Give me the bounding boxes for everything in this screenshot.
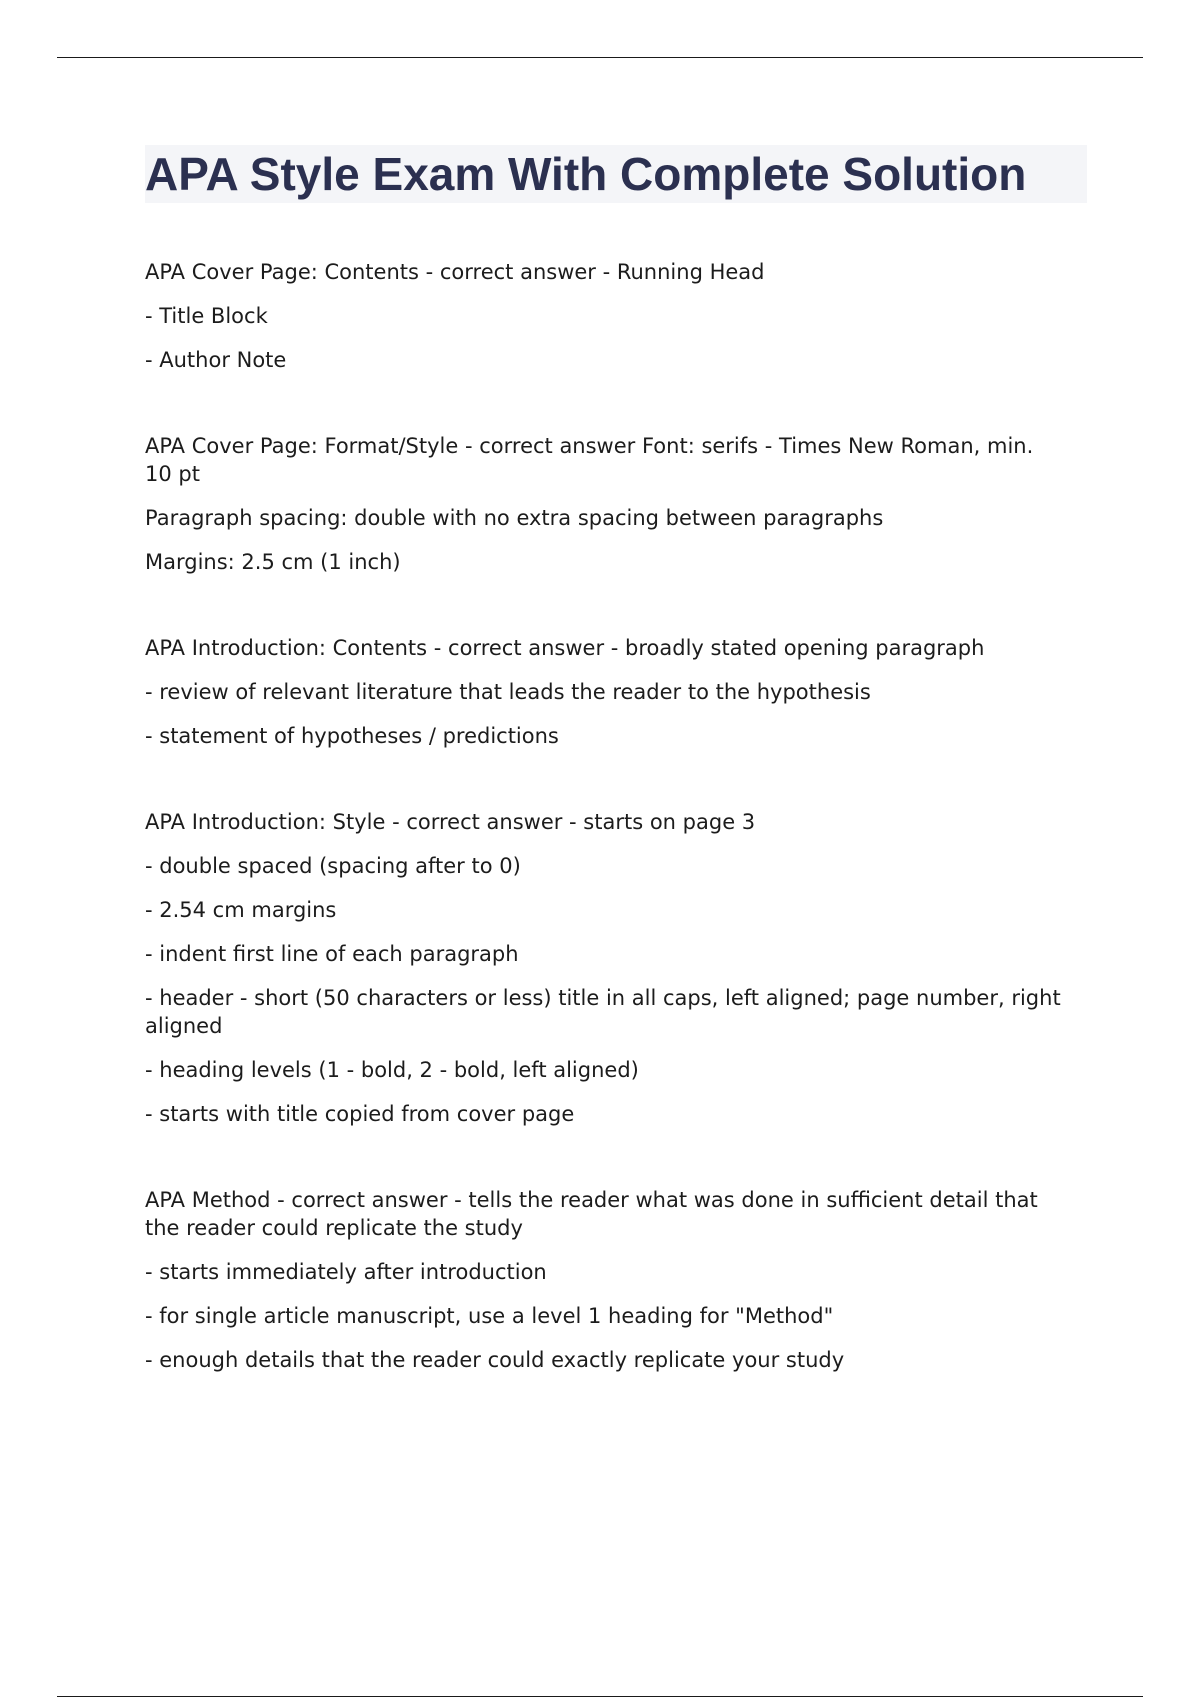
- answer-line: - 2.54 cm margins: [145, 898, 337, 922]
- qa-block-intro-style: [145, 808, 1065, 1128]
- answer-line: Paragraph spacing: double with no extra spacing between paragraphs: [145, 506, 884, 530]
- answer-line: - Author Note: [145, 348, 287, 372]
- answer-line: - Title Block: [145, 304, 268, 328]
- question-line: APA Method - correct answer - tells the reader what was done in sufficient detail that the reader could replicate the study: [145, 1188, 1038, 1240]
- answer-line: - statement of hypotheses / predictions: [145, 724, 559, 748]
- question-line: APA Introduction: Style - correct answer - starts on page 3: [145, 810, 756, 834]
- answer-line: - header - short (50 characters or less) title in all caps, left aligned; page number, right aligned: [145, 986, 1061, 1038]
- qa-block-cover-contents: [145, 258, 1065, 374]
- qa-block-cover-format: [145, 432, 1065, 576]
- document-title: APA Style Exam With Complete Solution: [145, 148, 1027, 200]
- question-line: APA Introduction: Contents - correct answer - broadly stated opening paragraph: [145, 636, 985, 660]
- question-line: APA Cover Page: Format/Style - correct answer Font: serifs - Times New Roman, min. 10 pt: [145, 434, 1034, 486]
- answer-line: - double spaced (spacing after to 0): [145, 854, 521, 878]
- answer-line: - heading levels (1 - bold, 2 - bold, left aligned): [145, 1058, 639, 1082]
- answer-line: - starts immediately after introduction: [145, 1260, 547, 1284]
- answer-line: - indent first line of each paragraph: [145, 942, 519, 966]
- document-body: [145, 258, 1065, 1432]
- qa-block-method: [145, 1186, 1065, 1374]
- answer-line: - review of relevant literature that leads the reader to the hypothesis: [145, 680, 871, 704]
- bottom-rule: [57, 1696, 1143, 1697]
- answer-line: Margins: 2.5 cm (1 inch): [145, 550, 401, 574]
- qa-block-intro-contents: [145, 634, 1065, 750]
- answer-line: - starts with title copied from cover page: [145, 1102, 575, 1126]
- top-rule: [57, 57, 1143, 58]
- title-banner: [145, 145, 1087, 203]
- answer-line: - enough details that the reader could exactly replicate your study: [145, 1348, 845, 1372]
- answer-line: - for single article manuscript, use a level 1 heading for "Method": [145, 1304, 834, 1328]
- question-line: APA Cover Page: Contents - correct answer - Running Head: [145, 260, 765, 284]
